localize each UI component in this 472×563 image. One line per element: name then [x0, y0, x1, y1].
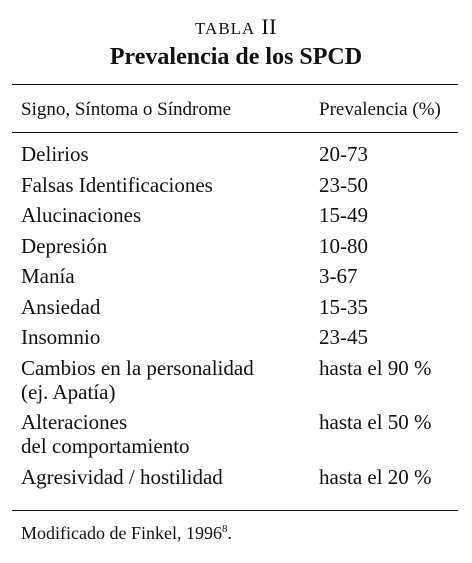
table-row	[21, 234, 458, 265]
header-rule	[12, 132, 458, 133]
table-row	[21, 173, 458, 204]
prevalence-cell: hasta el 20 %	[319, 464, 432, 489]
footnote-text: Modificado de Finkel, 1996	[21, 523, 222, 543]
table-title: Prevalencia de los SPCD	[109, 44, 363, 70]
footnote-reference: 8	[221, 523, 228, 535]
prevalence-cell: 15-49	[319, 203, 368, 227]
table-row	[21, 295, 458, 326]
table-label	[0, 14, 472, 40]
prevalence-cell: 23-50	[319, 172, 368, 197]
sign-cell: Cambios en la personalidad (ej. Apatía)	[21, 355, 254, 404]
table-row	[21, 410, 458, 465]
bottom-rule	[12, 510, 458, 511]
table-row	[21, 356, 458, 411]
table-row	[21, 203, 458, 234]
sign-cell: Ansiedad	[21, 294, 101, 319]
column-header-prevalence: Prevalencia (%)	[319, 99, 441, 120]
table-body	[21, 142, 458, 495]
prevalence-cell: 20-73	[319, 142, 368, 166]
sign-cell: Depresión	[21, 233, 108, 258]
table-row	[21, 142, 458, 173]
prevalence-cell: 15-35	[319, 294, 368, 319]
sign-cell: Falsas Identificaciones	[21, 172, 213, 197]
table-label-number: II	[261, 14, 277, 39]
sign-cell: Manía	[21, 264, 75, 288]
sign-cell: Alucinaciones	[21, 203, 142, 227]
top-rule	[12, 84, 458, 85]
prevalence-cell: 10-80	[319, 233, 368, 258]
table-label-prefix: TABLA	[195, 19, 256, 38]
table-footnote	[21, 523, 232, 544]
prevalence-cell: hasta el 50 %	[319, 410, 432, 434]
footnote-suffix: .	[227, 523, 232, 543]
table-row	[21, 465, 458, 496]
column-header-sign: Signo, Síntoma o Síndrome	[21, 99, 232, 120]
sign-cell: Alteraciones del comportamiento	[21, 410, 190, 458]
table-row	[21, 264, 458, 295]
prevalence-cell: hasta el 90 %	[319, 355, 432, 380]
sign-cell: Insomnio	[21, 325, 101, 349]
sign-cell: Agresividad / hostilidad	[21, 464, 223, 489]
prevalence-cell: 23-45	[319, 325, 368, 349]
prevalence-cell: 3-67	[319, 264, 358, 288]
sign-cell: Delirios	[21, 142, 89, 166]
table-row	[21, 325, 458, 356]
